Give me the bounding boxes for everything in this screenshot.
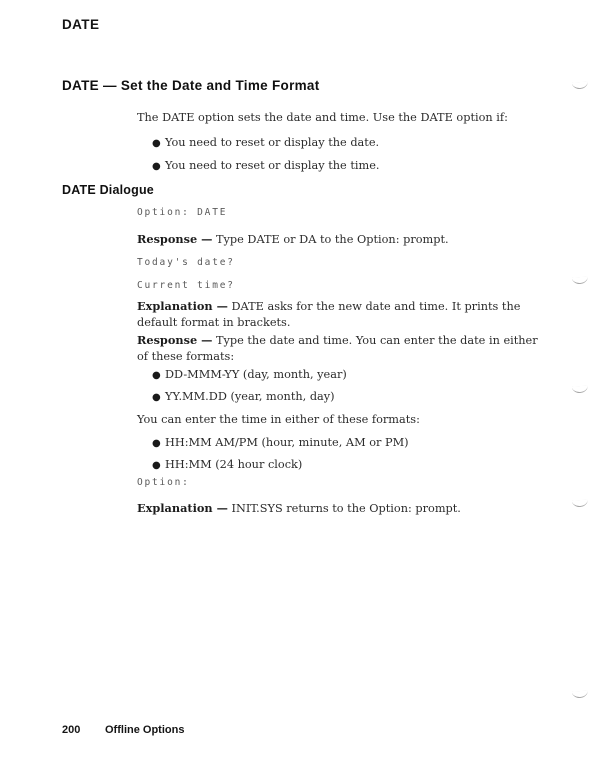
response-text: Type the date and time. You can enter the date in either of these formats:: [137, 334, 538, 363]
explanation-text: INIT.SYS returns to the Option: prompt.: [231, 502, 461, 515]
bullet-text: HH:MM AM/PM (hour, minute, AM or PM): [165, 436, 409, 449]
bullet-icon: ●: [152, 370, 161, 381]
explanation-label: Explanation —: [137, 299, 228, 313]
scan-artifact-mark: [572, 81, 588, 89]
running-header: DATE: [62, 17, 100, 32]
bullet-text: YY.MM.DD (year, month, day): [165, 390, 335, 403]
bullet-icon: ●: [152, 460, 161, 471]
date-format-bullet-2: [152, 389, 547, 405]
scan-artifact-mark: [572, 385, 588, 393]
bullet-text: You need to reset or display the time.: [165, 159, 380, 172]
bullet-text: HH:MM (24 hour clock): [165, 458, 303, 471]
time-format-bullet-1: [152, 435, 547, 451]
intro-bullet-date: [152, 135, 547, 151]
bullet-icon: ●: [152, 161, 161, 172]
date-format-bullet-1: [152, 367, 547, 383]
page-footer: [62, 724, 184, 736]
intro-paragraph: The DATE option sets the date and time. Use the DATE option if:: [137, 111, 508, 124]
page-number: 200: [62, 724, 81, 736]
explanation-text: DATE asks for the new date and time. It prints the default format in brackets.: [137, 300, 521, 329]
intro-bullet-time: [152, 158, 547, 174]
explanation-1-paragraph: [137, 299, 547, 330]
response-label: Response —: [137, 333, 213, 347]
bullet-icon: ●: [152, 138, 161, 149]
response-label: Response —: [137, 232, 213, 246]
explanation-2-paragraph: [137, 501, 547, 517]
terminal-prompt-todays-date: Today's date?: [137, 257, 235, 268]
bullet-icon: ●: [152, 438, 161, 449]
time-intro-paragraph: You can enter the time in either of these formats:: [137, 413, 420, 426]
response-text: Type DATE or DA to the Option: prompt.: [215, 233, 449, 246]
footer-section-label: Offline Options: [105, 724, 185, 736]
response-1-paragraph: [137, 232, 547, 248]
section-title: DATE — Set the Date and Time Format: [62, 78, 320, 93]
dialogue-heading: DATE Dialogue: [62, 183, 154, 197]
scan-artifact-mark: [572, 690, 588, 698]
terminal-prompt-current-time: Current time?: [137, 280, 235, 291]
terminal-prompt-option-date: Option: DATE: [137, 207, 228, 218]
time-format-bullet-2: [152, 457, 547, 473]
explanation-label: Explanation —: [137, 501, 228, 515]
terminal-prompt-option: Option:: [137, 477, 190, 488]
bullet-text: You need to reset or display the date.: [165, 136, 380, 149]
bullet-icon: ●: [152, 392, 161, 403]
scan-artifact-mark: [572, 499, 588, 507]
response-2-paragraph: [137, 333, 547, 364]
bullet-text: DD-MMM-YY (day, month, year): [165, 368, 347, 381]
scan-artifact-mark: [572, 276, 588, 284]
